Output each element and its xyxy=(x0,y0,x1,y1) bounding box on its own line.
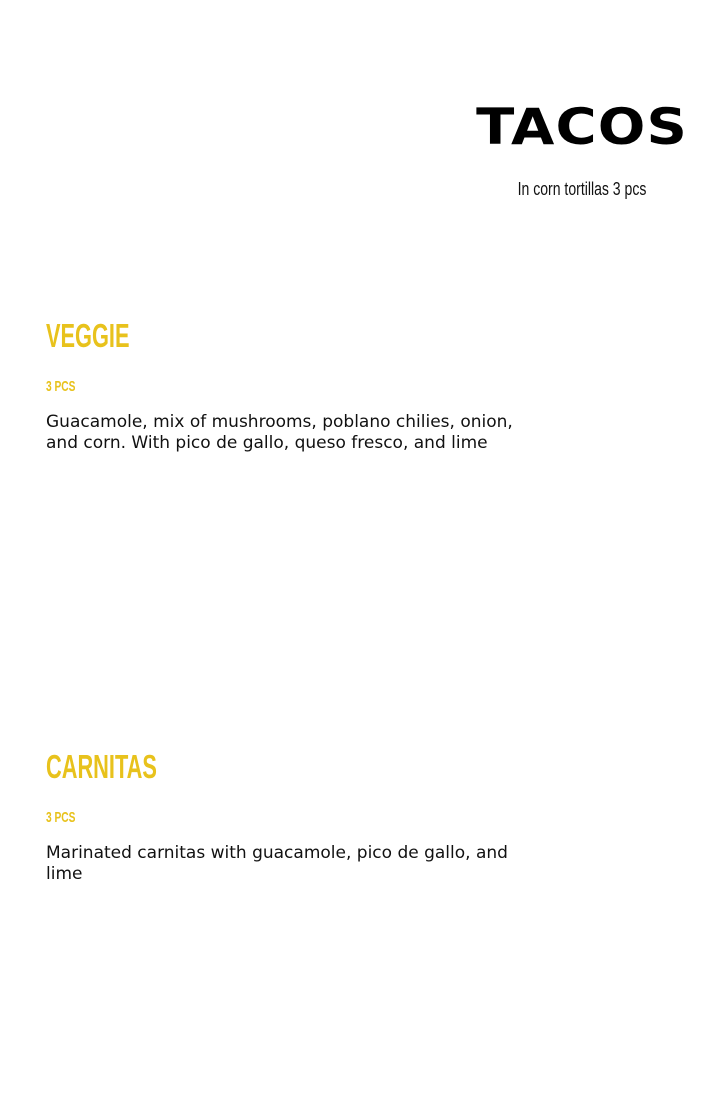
menu-item-carnitas xyxy=(46,749,546,885)
section-subtitle: In corn tortillas 3 pcs xyxy=(517,179,647,199)
menu-item-name: VEGGIE xyxy=(46,317,130,354)
section-title: TACOS xyxy=(476,98,688,156)
menu-item-quantity: 3 PCS xyxy=(46,809,76,826)
menu-item-description: Guacamole, mix of mushrooms, poblano chilies, onion, and corn. With pico de gallo, queso fresco, and lime xyxy=(46,412,513,453)
menu-item-description: Marinated carnitas with guacamole, pico de gallo, and lime xyxy=(46,843,508,884)
menu-item-quantity: 3 PCS xyxy=(46,378,76,395)
menu-item-name: CARNITAS xyxy=(46,748,157,785)
menu-section-header xyxy=(460,98,704,200)
menu-item-veggie xyxy=(46,318,546,454)
